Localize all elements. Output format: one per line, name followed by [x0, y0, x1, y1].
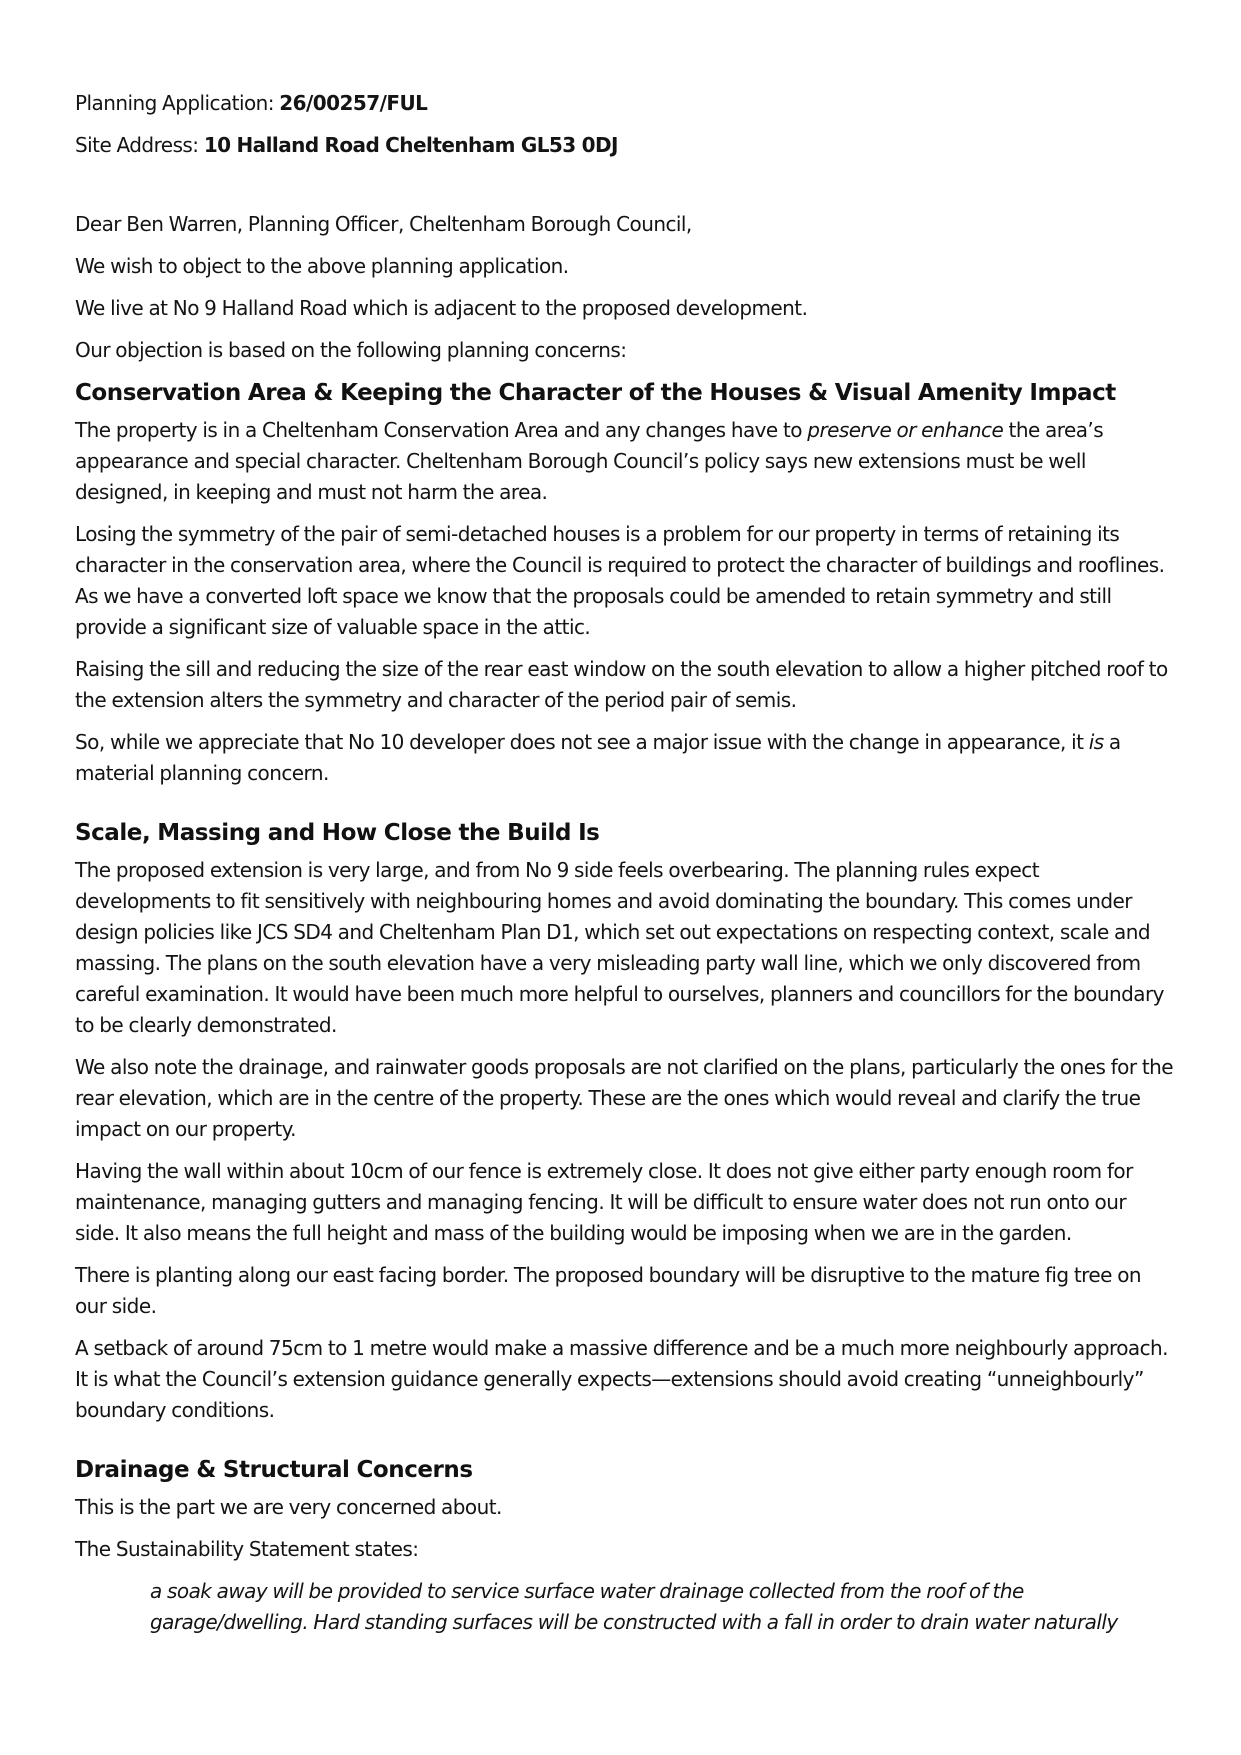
letter-header — [75, 88, 1175, 161]
quote-line: a soak away will be provided to service surface water drainage collected from the roof of the — [150, 1579, 1024, 1603]
section-heading-drainage: Drainage & Structural Concerns — [75, 1457, 473, 1483]
paragraph — [75, 415, 1175, 508]
paragraph: Losing the symmetry of the pair of semi-detached houses is a problem for our property in terms of retaining its character in the conservation area, where the Council is required to protect the character of buildings and rooflines. As we have a converted loft space we know that the proposals could be amended to retain symmetry and still provide a significant size of valuable space in the attic. — [75, 522, 1165, 639]
salutation: Dear Ben Warren, Planning Officer, Cheltenham Borough Council, — [75, 212, 692, 236]
paragraph: This is the part we are very concerned about. — [75, 1495, 502, 1519]
text-run: the area’s appearance and special character. Cheltenham Borough Council’s policy says new extensions must be well designed, in keeping and must not harm the area. — [75, 418, 1104, 504]
site-address: 10 Halland Road Cheltenham GL53 0DJ — [203, 133, 618, 157]
paragraph — [75, 727, 1175, 789]
application-label: Planning Application: — [75, 91, 280, 115]
quoted-statement — [150, 1576, 1175, 1638]
paragraph: We also note the drainage, and rainwater goods proposals are not clarified on the plans, particularly the ones for the rear elevation, which are in the centre of the property. These are the ones which would reveal and clarify the true impact on our property. — [75, 1055, 1174, 1141]
paragraph: There is planting along our east facing border. The proposed boundary will be disruptive to the mature fig tree on our side. — [75, 1263, 1142, 1318]
letter-body — [75, 88, 1175, 1638]
paragraph: Raising the sill and reducing the size of the rear east window on the south elevation to allow a higher pitched roof to the extension alters the symmetry and character of the period pair of semis. — [75, 657, 1168, 712]
objection-statement: We wish to object to the above planning application. — [75, 254, 569, 278]
paragraph: The proposed extension is very large, and from No 9 side feels overbearing. The planning rules expect developments to fit sensitively with neighbouring homes and avoid dominating the boundary. This comes under design policies like JCS SD4 and Cheltenham Plan D1, which set out expectations on respecting context, scale and massing. The plans on the south elevation have a very misleading party wall line, which we only discovered from careful examination. It would have been much more helpful to ourselves, planners and councillors for the boundary to be clearly demonstrated. — [75, 858, 1164, 1037]
emphasis-text: preserve or enhance — [807, 418, 1004, 442]
application-line — [75, 88, 1175, 119]
residence-statement: We live at No 9 Halland Road which is adjacent to the proposed development. — [75, 296, 808, 320]
section-heading-scale: Scale, Massing and How Close the Build Is — [75, 820, 600, 846]
section-heading-conservation: Conservation Area & Keeping the Character of the Houses & Visual Amenity Impact — [75, 380, 1116, 406]
basis-statement: Our objection is based on the following planning concerns: — [75, 338, 627, 362]
text-run: The property is in a Cheltenham Conservation Area and any changes have to — [75, 418, 808, 442]
text-run: So, while we appreciate that No 10 developer does not see a major issue with the change in appearance, it — [75, 730, 1089, 754]
paragraph: A setback of around 75cm to 1 metre would make a massive difference and be a much more neighbourly approach. It is what the Council’s extension guidance generally expects—extensions should avoid creating “unneighbourly” boundary conditions. — [75, 1336, 1168, 1422]
quote-line: garage/dwelling. Hard standing surfaces will be constructed with a fall in order to drain water naturally — [150, 1610, 1118, 1634]
paragraph: Having the wall within about 10cm of our fence is extremely close. It does not give either party enough room for maintenance, managing gutters and managing fencing. It will be difficult to ensure water does not run onto our side. It also means the full height and mass of the building would be imposing when we are in the garden. — [75, 1159, 1133, 1245]
emphasis-text: is — [1088, 730, 1104, 754]
paragraph: The Sustainability Statement states: — [75, 1537, 419, 1561]
site-label: Site Address: — [75, 133, 204, 157]
application-ref: 26/00257/FUL — [279, 91, 428, 115]
site-address-line — [75, 130, 1175, 161]
text-run: a material planning concern. — [75, 730, 1121, 785]
